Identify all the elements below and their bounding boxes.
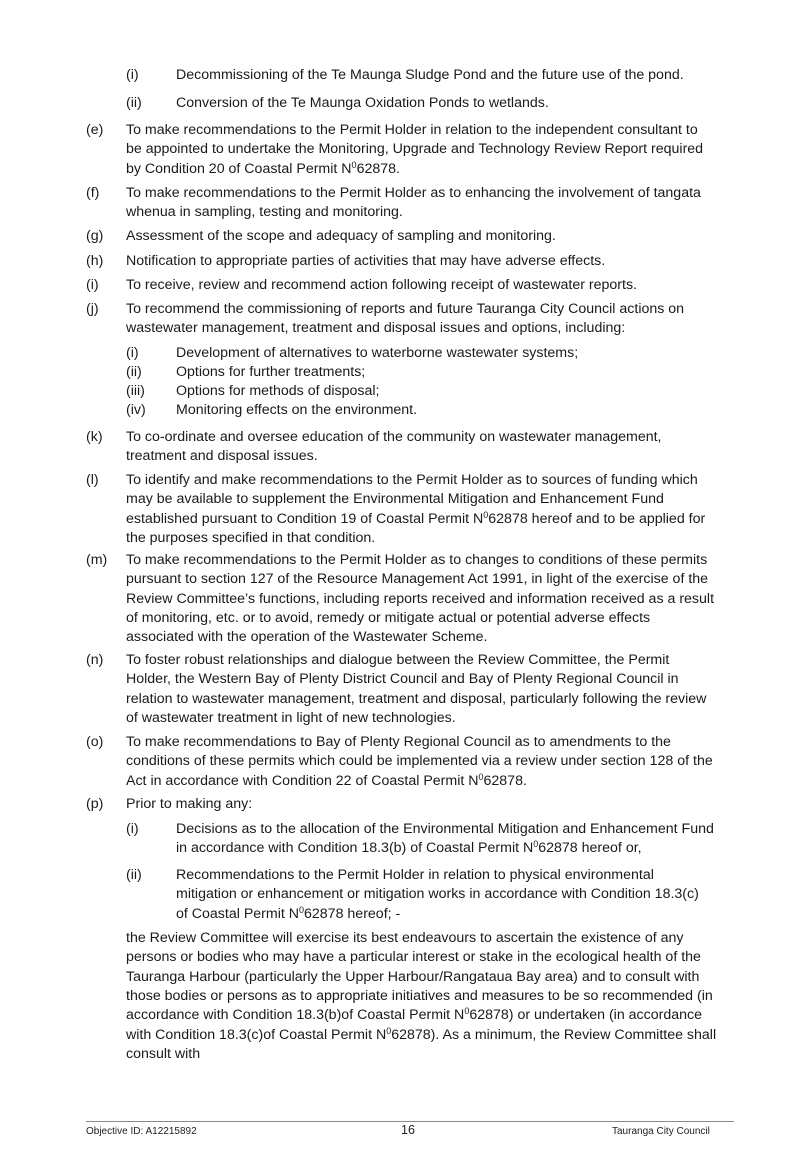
item-text-line: Assessment of the scope and adequacy of sampling and monitoring. <box>126 228 556 244</box>
item-label: (n) <box>86 652 104 668</box>
item-label: (m) <box>86 552 108 568</box>
item-text-line: Conversion of the Te Maunga Oxidation Ponds to wetlands. <box>176 95 549 111</box>
item-label: (p) <box>86 796 104 812</box>
item-text-line: of Coastal Permit $N^062878$ hereof; - <box>176 904 401 922</box>
item-text-line: To make recommendations to the Permit Holder as to changes to conditions of these permits <box>126 552 708 568</box>
item-text-line: To identify and make recommendations to the Permit Holder as to sources of funding which <box>126 472 698 488</box>
item-label: (i) <box>126 821 139 837</box>
number-superscript: 0 <box>533 839 539 850</box>
item-text-line: accordance with Condition 18.3(b)of Coastal Permit $N^062878$) or undertaken (in accordance <box>126 1006 702 1024</box>
item-text-line: Options for methods of disposal; <box>176 383 380 399</box>
item-label: (ii) <box>126 867 142 883</box>
item-text-line: relation to wastewater management, treatment and disposal, particularly following the review <box>126 690 707 707</box>
item-text-line: treatment and disposal issues. <box>126 448 318 465</box>
item-text-line: Decommissioning of the Te Maunga Sludge Pond and the future use of the pond. <box>176 67 684 83</box>
item-text-line: be appointed to undertake the Monitoring, Upgrade and Technology Review Report required <box>126 141 704 158</box>
item-text-line: pursuant to section 127 of the Resource Management Act 1991, in light of the exercise of the <box>126 571 709 588</box>
item-text-line: Prior to making any: <box>126 796 253 812</box>
item-text-line: in accordance with Condition 18.3(b) of Coastal Permit $N^062878$ hereof or, <box>176 839 642 857</box>
item-text-line: To make recommendations to Bay of Plenty Regional Council as to amendments to the <box>126 734 671 750</box>
item-text-line: To make recommendations to the Permit Holder in relation to the independent consultant to <box>126 122 698 138</box>
item-text-line: Review Committee’s functions, including reports received and information received as a result <box>126 590 715 607</box>
item-text-line: whenua in sampling, testing and monitoring. <box>126 204 403 221</box>
item-text-line: Notification to appropriate parties of activities that may have adverse effects. <box>126 253 606 269</box>
item-label: (k) <box>86 429 103 445</box>
item-text-line: may be available to supplement the Environmental Mitigation and Enhancement Fund <box>126 491 664 508</box>
item-text-line: the purposes specified in that condition. <box>126 529 376 546</box>
item-text-line: Act in accordance with Condition 22 of Coastal Permit $N^062878$. <box>126 771 527 789</box>
item-text-line: Recommendations to the Permit Holder in relation to physical environmental <box>176 867 654 883</box>
item-label: (f) <box>86 185 100 201</box>
item-text-line: by Condition 20 of Coastal Permit $N^062878$. <box>126 159 400 177</box>
item-label: (e) <box>86 122 104 138</box>
item-label: (ii) <box>126 95 142 111</box>
item-text-line: To recommend the commissioning of reports and future Tauranga City Council actions on <box>126 301 685 317</box>
item-text-line: Decisions as to the allocation of the Environmental Mitigation and Enhancement Fund <box>176 821 714 837</box>
item-text-line: established pursuant to Condition 19 of Coastal Permit $N^062878$ hereof and to be applied for <box>126 509 706 527</box>
number-superscript: 0 <box>299 904 305 915</box>
item-text-line: To co-ordinate and oversee education of the community on wastewater management, <box>126 429 662 445</box>
item-label: (iv) <box>126 402 146 418</box>
number-superscript: 0 <box>351 159 357 170</box>
item-label: (ii) <box>126 364 142 380</box>
item-text-line: of monitoring, etc. or to avoid, remedy or mitigate actual or potential adverse effects <box>126 609 651 626</box>
item-text-line: Monitoring effects on the environment. <box>176 402 418 418</box>
item-text-line: mitigation or enhancement or mitigation works in accordance with Condition 18.3(c) <box>176 886 699 903</box>
item-text-line: with Condition 18.3(c)of Coastal Permit $N^062878$). As a minimum, the Review Committee shall <box>126 1025 717 1043</box>
footer-objective-id: Objective ID: A12215892 <box>86 1126 197 1137</box>
item-text-line: Development of alternatives to waterborne wastewater systems; <box>176 345 579 361</box>
item-text-line: To foster robust relationships and dialogue between the Review Committee, the Permit <box>126 652 670 668</box>
item-text-line: Options for further treatments; <box>176 364 366 380</box>
footer-organisation: Tauranga City Council <box>612 1126 710 1137</box>
footer-page-number: 16 <box>401 1123 415 1137</box>
item-text-line: those bodies or persons as to appropriate initiatives and measures to be so recommended (in <box>126 987 713 1004</box>
item-text-line: the Review Committee will exercise its best endeavours to ascertain the existence of any <box>126 930 684 946</box>
item-label: (i) <box>126 345 139 361</box>
item-text-line: To make recommendations to the Permit Holder as to enhancing the involvement of tangata <box>126 185 701 201</box>
item-text-line: consult with <box>126 1045 201 1062</box>
item-label: (o) <box>86 734 104 750</box>
item-label: (g) <box>86 228 104 244</box>
item-text-line: conditions of these permits which could be implemented via a review under section 128 of the <box>126 753 713 770</box>
item-label: (h) <box>86 253 104 269</box>
footer-divider <box>86 1121 734 1122</box>
item-label: (i) <box>86 277 99 293</box>
item-text-line: of wastewater treatment in light of new technologies. <box>126 709 456 726</box>
item-text-line: Tauranga Harbour (particularly the Upper Harbour/Rangataua Bay area) and to consult with <box>126 968 700 985</box>
item-label: (i) <box>126 67 139 83</box>
item-label: (iii) <box>126 383 145 399</box>
number-superscript: 0 <box>483 509 489 520</box>
item-text-line: persons or bodies who may have a particular interest or stake in the ecological health of the <box>126 949 701 966</box>
number-superscript: 0 <box>386 1025 392 1036</box>
item-text-line: Holder, the Western Bay of Plenty District Council and Bay of Plenty Regional Council in <box>126 671 679 688</box>
item-text-line: To receive, review and recommend action following receipt of wastewater reports. <box>126 277 637 293</box>
number-superscript: 0 <box>478 771 484 782</box>
item-label: (l) <box>86 472 99 488</box>
item-label: (j) <box>86 301 99 317</box>
item-text-line: associated with the operation of the Wastewater Scheme. <box>126 629 488 646</box>
number-superscript: 0 <box>464 1006 470 1017</box>
item-text-line: wastewater management, treatment and disposal issues and options, including: <box>126 320 626 337</box>
